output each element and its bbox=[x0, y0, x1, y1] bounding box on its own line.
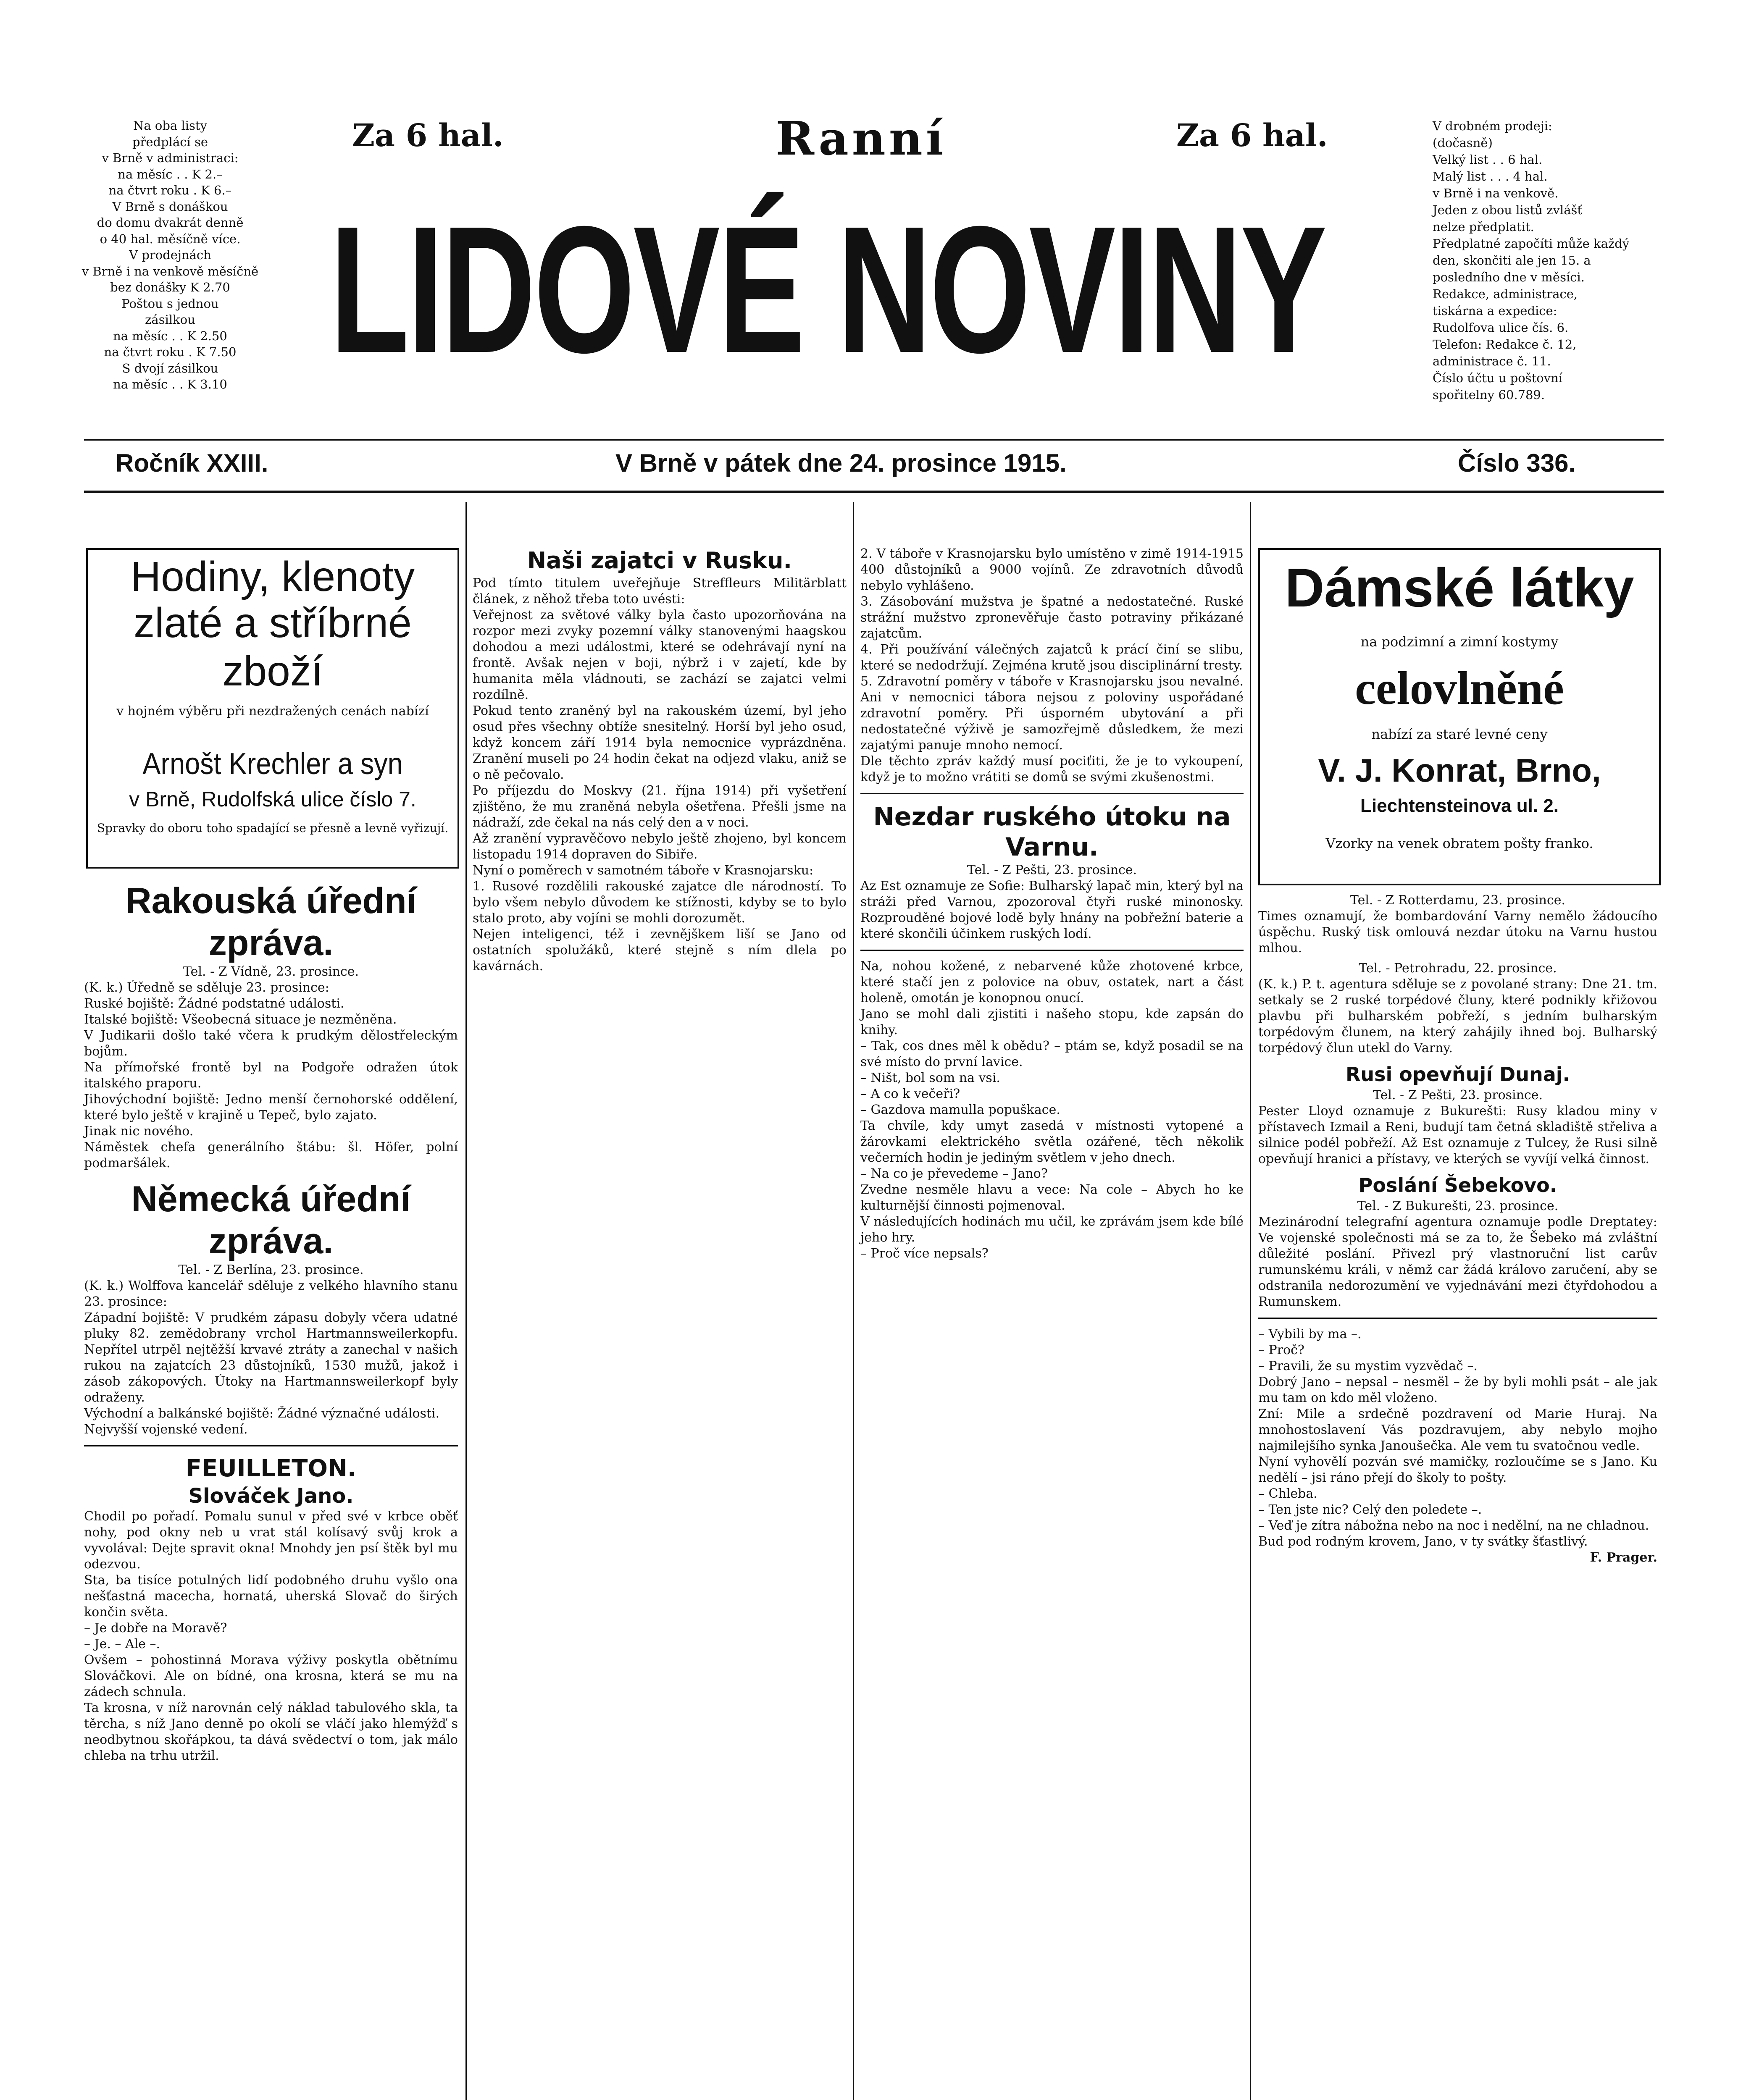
ad-krechler-note: Spravky do oboru toho spadající se přesně a levně vyřizují. bbox=[97, 821, 449, 835]
subscription-info: Na oba listy předplácí se v Brně v administraci: na měsíc . . K 2.– na čtvrt roku . K 6.– V Brně s donáškou do domu dvakrát denně o 40 hal. měsíčně více. V prodejnách v Brně i na venkově měsíčně bez donášky K 2.70 Poštou s jednou zásilkou na měsíc . . K 2.50 na čtvrt roku . K 7.50 S dvojí zásilkou na měsíc . . K 3.10 bbox=[82, 118, 259, 391]
varna-heading: Nezdar ruského útoku na Varnu. bbox=[873, 802, 1231, 862]
rotterdam-dateline: Tel. - Z Rotterdamu, 23. prosince. bbox=[1350, 893, 1566, 908]
column-rule-3 bbox=[1250, 502, 1251, 2100]
ad-krechler-line3: zboží bbox=[222, 648, 323, 695]
ad-krechler-line2: zlaté a stříbrné bbox=[134, 599, 412, 646]
column-rule-1 bbox=[465, 502, 467, 2100]
ad-konrat-line2: na podzimní a zimní kostymy bbox=[1360, 634, 1559, 650]
ad-konrat-line4: nabízí za staré levné ceny bbox=[1371, 726, 1548, 742]
column-1 bbox=[84, 880, 458, 1764]
prisoners-heading: Naši zajatci v Rusku. bbox=[527, 547, 792, 574]
petrohrad-dateline: Tel. - Petrohradu, 22. prosince. bbox=[1359, 961, 1557, 976]
price-left: Za 6 hal. bbox=[352, 118, 504, 154]
danube-dateline: Tel. - Z Pešti, 23. prosince. bbox=[1373, 1088, 1543, 1102]
austrian-report-dateline: Tel. - Z Vídně, 23. prosince. bbox=[183, 964, 359, 979]
story-ending: – Vybili by ma –. – Proč? – Pravili, že su mystim vyzvědač –. Dobrý Jano – nepsal – nesmël – že by byli mohli psát – ale jak mu tam on kdo měl vloženo. Zní: Mile a srdečně pozdravení od Marie Huraj. Na mnohostoslavení Vás pozdravujem, aby nebylo mojho najmilejšího synka Janoušečka. Ale vem tu svatočnou vedle. Nyní vyhovělí pozván své mamičky, rozloučíme se s Jano. Ku nedělí – jsi ráno přejí do školy to pošty. – Chleba. – Ten jste nic? Celý den poledete –. – Veď je zítra nábožna nebo na noc i nedělní, na ne chladnou. Bud pod rodným krovem, Jano, v ty svátky šťastlivý. bbox=[1258, 1327, 1657, 1549]
column-2 bbox=[473, 546, 847, 974]
story-continued: Na, nohou kožené, z nebarvené kůže zhotovené krbce, které stačí jen z polovice na obuv, ostatek, nart a část holeně, omotán je konopnou onucí. Jano se mohl dali zjistiti i našeho stopu, kde zapsán do knihy. – Tak, cos dnes měl k obědu? – ptám se, když posadil se na své místo do první lavice. – Ništ, bol som na vsi. – A co k večeři? – Gazdova mamulla popuškace. Ta chvíle, kdy umyt zasedá v místnosti vytopené a žárovkami elektrického světla ozářené, těch několik večerních hodin je jediným světlem v jeho dnech. – Na co je převedeme – Jano? Zvedne nesměle hlavu a vece: Na cole – Abych ho ke kulturnější činnosti pojmenoval. V následujících hodinách mu učil, ke zprávám jsem kde bílé jeho hry. – Proč více nepsals? bbox=[860, 959, 1244, 1261]
signature: F. Prager. bbox=[1590, 1550, 1657, 1565]
ad-konrat-note: Vzorky na venek obratem pošty franko. bbox=[1325, 835, 1593, 851]
feuilleton-rule bbox=[84, 1445, 458, 1446]
austrian-report-body: (K. k.) Úředně se sděluje 23. prosince: Ruské bojiště: Žádné podstatné události. Italské bojiště: Všeobecná situace je nezměněna. V Judikarii došlo také včera k prudkým dělostřeleckým bojům. Na přímořské frontě byl na Podgoře odražen útok italského praporu. Jihovýchodní bojiště: Jedno menší černohorské oddělení, které bylo ještě v krajině u Tepeč, bylo zajato. Jinak nic nového. Náměstek chefa generálního štábu: šl. Höfer, polní podmaršálek. bbox=[84, 980, 458, 1171]
dateline: V Brně v pátek dne 24. prosince 1915. bbox=[615, 449, 1067, 477]
story-body: Chodil po pořadí. Pomalu sunul v před své v krbce oběť nohy, pod okny neb u vrat stál kolísavý svůj krok a vyvolával: Dejte spravit okna! Mnohdy jen psí štěk byl mu odezvou. Sta, ba tisíce potulných lidí podobného druhu vyšlo ona nešťastná macecha, hornatá, uherská Slovač do širých končin světa. – Je dobře na Moravě? – Je. – Ale –. Ovšem – pohostinná Morava výživy poskytla obětnímu Slováčkovi. Ale on bídné, ona krosna, která se mu na zádech schnula. Ta krosna, v níž narovnán celý náklad tabulového skla, ta těrcha, s níž Jano denně po okolí se vláčí jako hlemýžď s neodbytnou skořápkou, ta dává svědectví o tom, jak málo chleba na trhu utržil. bbox=[84, 1509, 458, 1763]
ad-krechler-address: v Brně, Rudolfská ulice číslo 7. bbox=[129, 788, 416, 811]
masthead-rule-top bbox=[84, 439, 1664, 441]
column-4 bbox=[1258, 892, 1657, 1566]
austrian-report-heading: Rakouská úřední zpráva. bbox=[125, 881, 417, 963]
german-report-body: (K. k.) Wolffova kancelář sděluje z velkého hlavního stanu 23. prosince: Západní bojiště: V prudkém zápasu dobyly včera udatné pluky 82. zemědobrany vrchol Hartmannsweilerkopfu. Nepřítel utrpěl nejtěžší krvavé ztráty a zanechal v našich rukou na zajatcích 23 důstojníků, 1530 mužů, jakož i zásob zákopových. Útoky na Hartmannsweilerkopf byly odraženy. Východní a balkánské bojiště: Žádné význačné události. Nejvyšší vojenské vedení. bbox=[84, 1278, 458, 1437]
column-rule-2 bbox=[853, 502, 854, 2100]
edition-label: Ranní bbox=[776, 111, 947, 165]
ad-konrat-name: V. J. Konrat, Brno, bbox=[1318, 752, 1601, 789]
ad-konrat-address: Liechtensteinova ul. 2. bbox=[1360, 795, 1559, 816]
danube-body: Pester Lloyd oznamuje z Bukurešti: Rusy kladou miny v přístavech Izmail a Reni, budují tam četná skladiště střeliva a silnice podél pobřeží. Až Est oznamuje z Tulcey, že Rusi silně opevňují hranici a přístavy, ve kterých se vyvíjí velká činnost. bbox=[1258, 1104, 1657, 1166]
varna-body: Az Est oznamuje ze Sofie: Bulharský lapač min, který byl na stráži před Varnou, zpozoroval čtyři ruské minonosky. Rozprouděné bojové lodě byly hnány na pobřežní baterie a které skončili účinkem ruských lodí. bbox=[860, 879, 1244, 941]
story-continued-rule bbox=[860, 950, 1244, 951]
col4-rule bbox=[1258, 1318, 1657, 1319]
varna-rule bbox=[860, 793, 1244, 794]
story-title: Slováček Jano. bbox=[188, 1484, 354, 1508]
sebeko-body: Mezinárodní telegrafní agentura oznamuje podle Dreptatey: Ve vojenské společnosti má se za to, že Šebeko má zvláštní důležité poslání. Přivezl prý vlastnoruční list carův rumunskému králi, v němž car žádá královo zaručení, aby se odstranila nedorozumění ve vyjednávání mezi čtyřdohodou a Rumunskem. bbox=[1258, 1215, 1657, 1309]
column-3 bbox=[860, 546, 1244, 1262]
ad-krechler-name: Arnošt Krechler a syn bbox=[142, 747, 403, 781]
rotterdam-body: Times oznamují, že bombardování Varny nemělo žádoucího úspěchu. Ruský tisk omlouvá nezdar útoku na Varnu hustou mlhou. bbox=[1258, 909, 1657, 956]
feuilleton-heading: FEUILLETON. bbox=[185, 1455, 357, 1482]
camp-body: 2. V táboře v Krasnojarsku bylo umístěno v zimě 1914-1915 400 důstojníků a 9000 vojínů. Ze zdravotních důvodů nebylo vyhlášeno. 3. Zásobování mužstva je špatné a nedostatečné. Ruské strážní mužstvo zpronevěřuje často potraviny přikázané zajatcům. 4. Při používání válečných zajatců k prácí činí se slibu, které se nedodržují. Zejména krutě jsou disciplinární tresty. 5. Zdravotní poměry v táboře v Krasnojarsku jsou nevalné. Ani v nemocnici tábora nejsou z poloviny uspořádané zdravotní poměry. Při úsporném ubytování a při nedostatečné výživě je samozřejmě důsledkem, že mezi zajatými panuje mnoho nemocí. Dle těchto zpráv každý musí pociťiti, že je to vykoupení, když je to možno vrátiti se domů se svými zkušenostmi. bbox=[860, 546, 1244, 785]
prisoners-body: Pod tímto titulem uveřejňuje Streffleurs Militärblatt článek, z něhož třeba toto uvésti: Veřejnost za světové války byla často upozorňována na rozpor mezi zvyky pozemní války stanovenými haagskou dohodou a mezi událostmi, které se odehrávají nyní na frontě. Avšak nejen v boji, nýbrž i v zajetí, kde by humanita měla vládnouti, se zachází se zajatci velmi rozdílně. Pokud tento zraněný byl na rakouském území, byl jeho osud přes všechny obtíže snesitelný. Horší byl jeho osud, když koncem září 1914 byla nemocnice vyprázdněna. Zranění museli po 24 hodin čekat na odjezd vlaku, aniž se o ně pečovalo. Po příjezdu do Moskvy (21. října 1914) při vyšetření zjištěno, že mu zraněná nebyla ošetřena. Přešli jsme na nádraží, zde čekal na nás celý den a v noci. Až zranění vypravěčovo nebylo ještě zhojeno, byl koncem listopadu 1914 dopraven do Sibiře. Nyní o poměrech v samotném táboře v Krasnojarsku: 1. Rusové rozdělili rakouské zajatce dle národností. To bylo všem nebylo důvodem ke stížnosti, kdyby se to bylo stalo proto, aby vojíni se mohli dorozumět. Nejen inteligenci, též i zevnějškem liší se Jano od ostatních spolužáků, které stejně s ním dlela po kavárnách. bbox=[473, 576, 847, 974]
danube-heading: Rusi opevňují Dunaj. bbox=[1345, 1063, 1570, 1086]
volume-label: Ročník XXIII. bbox=[116, 449, 268, 477]
varna-dateline: Tel. - Z Pešti, 23. prosince. bbox=[967, 863, 1137, 877]
ad-krechler-line4: v hojném výběru při nezdražených cenách nabízí bbox=[116, 704, 429, 719]
ad-krechler bbox=[86, 548, 459, 869]
sale-info: V drobném prodeji: (dočasně) Velký list . . 6 hal. Malý list . . . 4 hal. v Brně i na venkově. Jeden z obou listů zvlášť nelze předplatit. Předplatné započíti může každý den, skončiti ale jen 15. a posledního dne v měsíci. Redakce, administrace, tiskárna a expedice: Rudolfova ulice čís. 6. Telefon: Redakce č. 12, administrace č. 11. Číslo účtu u poštovní spořitelny 60.789. bbox=[1433, 119, 1630, 402]
ad-konrat-line1: Dámské látky bbox=[1285, 557, 1634, 618]
petrohrad-body: (K. k.) P. t. agentura sděluje se z povolané strany: Dne 21. tm. setkaly se 2 ruské torpédové čluny, které podnikly křižovou plavbu při bulharském pobřeží, s jedním bulharským torpédovým člunem, na který zahájily ihned boj. Bulharský torpédový člun utekl do Varny. bbox=[1258, 977, 1657, 1055]
ad-konrat bbox=[1258, 548, 1661, 885]
german-report-dateline: Tel. - Z Berlína, 23. prosince. bbox=[178, 1263, 364, 1277]
newspaper-title: LIDOVÉ NOVINY bbox=[330, 189, 1325, 391]
ad-konrat-line3: celovlněné bbox=[1355, 662, 1564, 714]
ad-krechler-line1: Hodiny, klenoty bbox=[130, 553, 415, 600]
masthead-rule-bottom bbox=[84, 491, 1664, 493]
issue-number: Číslo 336. bbox=[1458, 449, 1576, 477]
sebeko-heading: Poslání Šebekovo. bbox=[1358, 1174, 1557, 1197]
german-report-heading: Německá úřední zpráva. bbox=[131, 1179, 411, 1261]
price-right: Za 6 hal. bbox=[1176, 118, 1328, 154]
sebeko-dateline: Tel. - Z Bukurešti, 23. prosince. bbox=[1357, 1199, 1559, 1213]
